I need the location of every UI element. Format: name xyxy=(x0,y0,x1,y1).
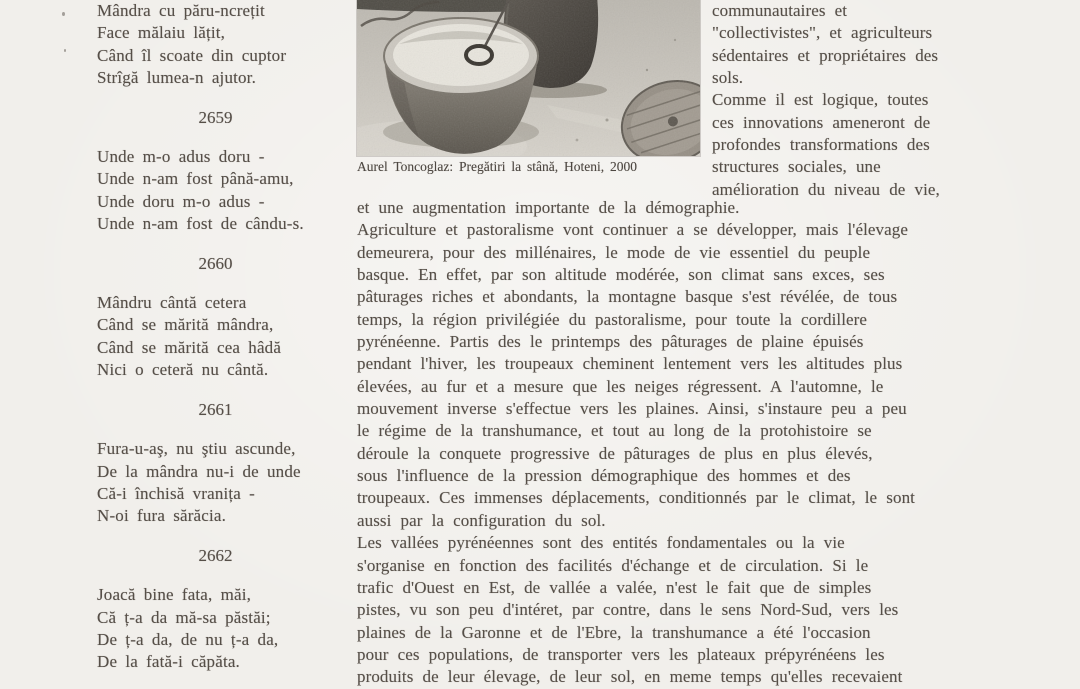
stanza-number: 2662 xyxy=(198,545,233,565)
article-text-line: mouvement inverse s'effectue vers les plaines. Ainsi, s'instaure peu a peu xyxy=(357,399,907,419)
article-text-line: pyrénéenne. Partis des le printemps des pâturages de plaine épuisés xyxy=(357,332,864,352)
poem-line: De la mândra nu-i de unde xyxy=(97,461,301,481)
poem-line: Nici o ceteră nu cântă. xyxy=(97,360,269,380)
article-wide-column xyxy=(357,197,963,689)
article-text-line: produits de leur élevage, de leur sol, en meme temps qu'elles recevaient xyxy=(357,667,903,687)
poem-line: Când se mărită mândra, xyxy=(97,315,274,335)
article-text-line: troupeaux. Ces immenses déplacements, conditionnés par le climat, le sont xyxy=(357,488,915,508)
poem-line: De la fată-i căpăta. xyxy=(97,652,240,672)
stanza-number: 2660 xyxy=(198,253,233,273)
photo-figure xyxy=(357,0,700,175)
article-text-line: ces innovations ameneront de xyxy=(712,112,931,132)
article-text-line: Comme il est logique, toutes xyxy=(712,90,929,110)
poem-line: Face mălaiu lățit, xyxy=(97,23,226,43)
poem-line: Că-i închisă vranița - xyxy=(97,483,255,503)
poem-line: Strîgă lumea-n ajutor. xyxy=(97,68,256,88)
article-text-line: amélioration du niveau de vie, xyxy=(712,179,940,199)
article-text-line: temps, la région privilégiée du pastoralisme, pour toute la cordillere xyxy=(357,309,868,329)
article-text-line: basque. En effet, par son altitude modérée, son climat sans exces, ses xyxy=(357,265,885,285)
article-text-line: s'organise en fonction des facilités d'échange et de circulation. Si le xyxy=(357,555,869,575)
article-text-line: Agriculture et pastoralisme vont continuer a se développer, mais l'élevage xyxy=(357,220,908,240)
poem-line: Unde m-o adus doru - xyxy=(97,147,265,167)
poem-line: N-oi fura sărăcia. xyxy=(97,506,227,526)
stanza-number: 2659 xyxy=(198,107,233,127)
article-text-line: élevées, au fur et a mesure que les neiges régressent. A l'automne, le xyxy=(357,376,884,396)
article-text-line: sédentaires et propriétaires des xyxy=(712,45,939,65)
poem-stanza xyxy=(63,584,368,674)
poem-line: Joacă bine fata, măi, xyxy=(97,585,252,605)
poems-column xyxy=(63,0,368,674)
poem-line: Unde n-am fost de cându-s. xyxy=(97,214,304,234)
article-narrow-column xyxy=(712,0,960,201)
article-text-line: et une augmentation importante de la démographie. xyxy=(357,198,740,217)
article-text-line: Les vallées pyrénéennes sont des entités fondamentales ou la vie xyxy=(357,533,845,553)
poem-line: Când îl scoate din cuptor xyxy=(97,45,287,65)
stanza-number: 2661 xyxy=(198,399,233,419)
poem-line: Unde n-am fost până-amu, xyxy=(97,169,294,189)
poem-stanza xyxy=(63,292,368,382)
poem-stanza xyxy=(63,0,368,90)
poem-line: Fura-u-aş, nu ştiu ascunde, xyxy=(97,439,296,459)
poem-line: Mândru cântă cetera xyxy=(97,293,247,313)
article-text-line: pistes, vu son peu d'intéret, par contre, dans le sens Nord-Sud, vers les xyxy=(357,600,899,620)
poem-stanza xyxy=(63,438,368,528)
article-text-line: sols. xyxy=(712,68,744,88)
article-text-line: "collectivistes", et agriculteurs xyxy=(712,23,933,43)
article-text-line: déroule la conquete progressive de pâturages de plus en plus élevés, xyxy=(357,443,873,463)
scan-speck xyxy=(64,49,66,52)
article-text-line: profondes transformations des xyxy=(712,135,930,155)
article-text-line: plaines de la Garonne et de l'Ebre, la transhumance a été l'occasion xyxy=(357,622,871,642)
article-text-line: communautaires et xyxy=(712,1,848,20)
photo-caption: Aurel Toncoglaz: Pregătiri la stână, Hoteni, 2000 xyxy=(357,159,637,174)
poem-stanza xyxy=(63,146,368,236)
cauldrons-photo xyxy=(357,0,700,156)
article-text-line: structures sociales, une xyxy=(712,157,881,177)
article-text-line: le régime de la transhumance, et tout au long de la protohistoire se xyxy=(357,421,872,441)
poem-line: Că ț-a da mă-sa păstăi; xyxy=(97,607,271,627)
article-text-line: demeurera, pour des millénaires, le mode de vie essentiel du peuple xyxy=(357,242,871,262)
article-text-line: pendant l'hiver, les troupeaux cheminent lentement vers les altitudes plus xyxy=(357,354,903,374)
poem-line: Mândra cu păru-ncrețit xyxy=(97,1,265,20)
article-text-line: aussi par la configuration du sol. xyxy=(357,510,606,530)
article-text-line: pâturages riches et abondants, la montagne basque s'est révélée, de tous xyxy=(357,287,898,307)
poem-line: Unde doru m-o adus - xyxy=(97,191,265,211)
poem-line: De ț-a da, de nu ț-a da, xyxy=(97,629,279,649)
poem-line: Când se mărită cea hâdă xyxy=(97,337,282,357)
article-text-line: sous l'influence de la pression démographique des hommes et des xyxy=(357,466,851,486)
scan-speck xyxy=(62,12,65,16)
article-text-line: pour ces populations, de transporter vers les plateaux prépyrénéens les xyxy=(357,644,885,664)
article-text-line: trafic d'Ouest en Est, de vallée a valée, n'est le fait que de simples xyxy=(357,577,872,597)
